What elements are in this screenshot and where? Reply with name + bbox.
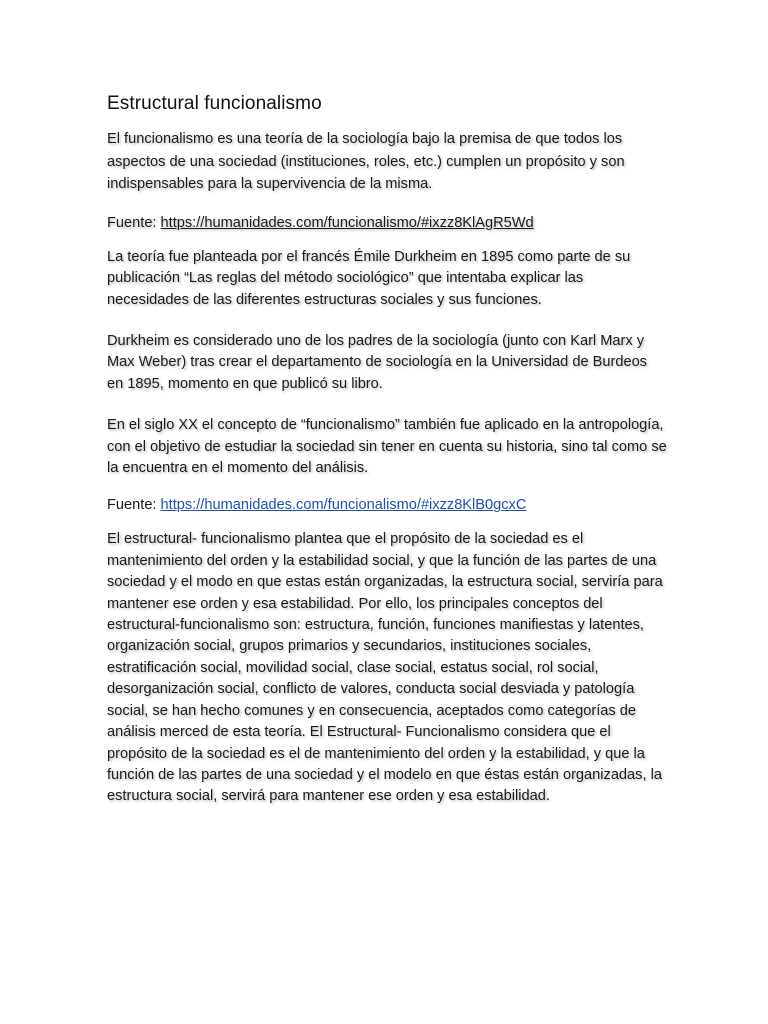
paragraph-durkheim-founder: Durkheim es considerado uno de los padres de la sociología (junto con Karl Marx y Max Weber) tras crear el departamento de sociología en la Universidad de Burdeos en 1895, momento en que publicó su libro. xyxy=(107,333,647,392)
document-title: Estructural funcionalismo xyxy=(107,93,322,114)
document-page xyxy=(107,92,667,808)
source-link-1[interactable]: https://humanidades.com/funcionalismo/#ixzz8KlAgR5Wd xyxy=(160,214,534,231)
paragraph-structural-functionalism: El estructural- funcionalismo plantea que el propósito de la sociedad es el mantenimiento del orden y la estabilidad social, y que la función de las partes de una sociedad y el modo en que estas están organizadas, la estructura social, serviría para mantener ese orden y esa estabilidad. Por ello, los principales conceptos del estructural-funcionalismo son: estructura, función, funciones manifiestas y latentes, organización social, grupos primarios y secundarios, instituciones sociales, estratificación social, movilidad social, clase social, estatus social, rol social, desorganización social, conflicto de valores, conducta social desviada y patología social, se han hecho comunes y en consecuencia, aceptados como categorías de análisis merced de esta teoría. El Estructural- Funcionalismo considera que el propósito de la sociedad es el de mantenimiento del orden y la estabilidad, y que la función de las partes de una sociedad y el modelo en que éstas están organizadas, la estructura social, servirá para mantener ese orden y esa estabilidad. xyxy=(107,531,663,805)
paragraph-definition: El funcionalismo es una teoría de la sociología bajo la premisa de que todos los aspectos de una sociedad (instituciones, roles, etc.) cumplen un propósito y son indispensables para la supervivencia de la misma. xyxy=(107,131,625,193)
source-label: Fuente: xyxy=(107,497,161,514)
paragraph-durkheim-theory: La teoría fue planteada por el francés Émile Durkheim en 1895 como parte de su publicación “Las reglas del método sociológico” que intentaba explicar las necesidades de las diferentes estructuras sociales y sus funciones. xyxy=(107,248,631,308)
source-label: Fuente: xyxy=(107,214,161,231)
source-line-2 xyxy=(107,495,667,515)
paragraph-anthropology: En el siglo XX el concepto de “funcionalismo” también fue aplicado en la antropología, con el objetivo de estudiar la sociedad sin tener en cuenta su historia, sino tal como se la encuentra en el momento del análisis. xyxy=(107,417,667,477)
source-link-2[interactable]: https://humanidades.com/funcionalismo/#ixzz8KlB0gcxC xyxy=(160,497,527,514)
source-line-1 xyxy=(107,213,667,233)
